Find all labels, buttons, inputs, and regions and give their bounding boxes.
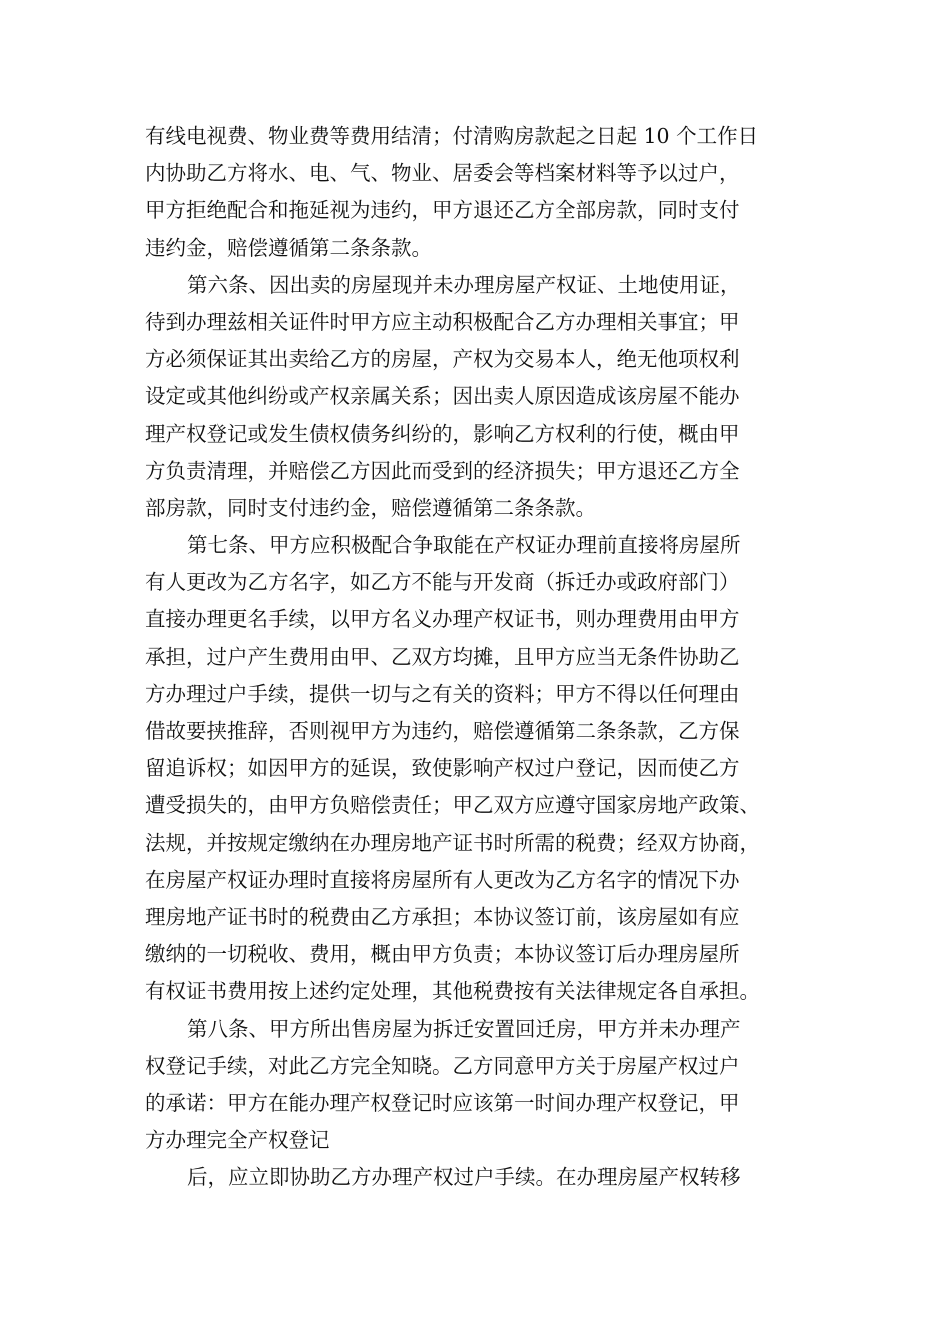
text-line: 借故要挟推辞，否则视甲方为违约，赔偿遵循第二条条款，乙方保 (145, 719, 740, 743)
text-line: 理产权登记或发生债权债务纠纷的，影响乙方权利的行使，概由甲 (145, 421, 740, 446)
text-line: 内协助乙方将水、电、气、物业、居委会等档案材料等予以过户， (145, 161, 740, 186)
text-line: 甲方拒绝配合和拖延视为违约，甲方退还乙方全部房款，同时支付 (145, 198, 740, 223)
text-line: 直接办理更名手续，以甲方名义办理产权证书，则办理费用由甲方 (145, 607, 740, 632)
text-line: 理房地产证书时的税费由乙方承担；本协议签订前，该房屋如有应 (145, 904, 740, 929)
text-line: 后，应立即协助乙方办理产权过户手续。在办理房屋产权转移 (187, 1165, 741, 1190)
text-line: 有线电视费、物业费等费用结清；付清购房款起之日起 10 个工作日 (145, 124, 759, 148)
text-line: 方办理过户手续，提供一切与之有关的资料；甲方不得以任何理由 (145, 681, 740, 706)
text-line: 方负责清理，并赔偿乙方因此而受到的经济损失；甲方退还乙方全 (145, 458, 740, 483)
text-line: 违约金，赔偿遵循第二条条款。 (145, 235, 432, 260)
text-line: 法规，并按规定缴纳在办理房地产证书时所需的税费；经双方协商， (145, 830, 760, 855)
text-line: 在房屋产权证办理时直接将房屋所有人更改为乙方名字的情况下办 (145, 867, 740, 892)
text-line: 权登记手续，对此乙方完全知晓。乙方同意甲方关于房屋产权过户 (145, 1053, 740, 1078)
text-line-article-6: 第六条、因出卖的房屋现并未办理房屋产权证、土地使用证， (187, 272, 741, 297)
text-line: 有权证书费用按上述约定处理，其他税费按有关法律规定各自承担。 (145, 979, 760, 1004)
text-line: 部房款，同时支付违约金，赔偿遵循第二条条款。 (145, 495, 596, 520)
document-body (145, 118, 825, 1196)
text-line: 的承诺：甲方在能办理产权登记时应该第一时间办理产权登记，甲 (145, 1090, 740, 1115)
text-line: 设定或其他纠纷或产权亲属关系；因出卖人原因造成该房屋不能办 (145, 384, 740, 409)
text-line: 承担，过户产生费用由甲、乙双方均摊，且甲方应当无条件协助乙 (145, 644, 740, 669)
text-line: 缴纳的一切税收、费用，概由甲方负责；本协议签订后办理房屋所 (145, 942, 740, 967)
text-line: 方必须保证其出卖给乙方的房屋，产权为交易本人，绝无他项权利 (145, 347, 740, 372)
text-line: 待到办理兹相关证件时甲方应主动积极配合乙方办理相关事宜；甲 (145, 309, 740, 334)
text-line: 遭受损失的，由甲方负赔偿责任；甲乙双方应遵守国家房地产政策、 (145, 793, 760, 818)
text-line: 方办理完全产权登记 (145, 1128, 330, 1153)
text-line-article-8: 第八条、甲方所出售房屋为拆迁安置回迁房，甲方并未办理产 (187, 1016, 741, 1041)
text-line: 留追诉权；如因甲方的延误，致使影响产权过户登记，因而使乙方 (145, 756, 740, 781)
text-line: 有人更改为乙方名字，如乙方不能与开发商（拆迁办或政府部门） (145, 570, 740, 595)
text-line-article-7: 第七条、甲方应积极配合争取能在产权证办理前直接将房屋所 (187, 533, 741, 558)
